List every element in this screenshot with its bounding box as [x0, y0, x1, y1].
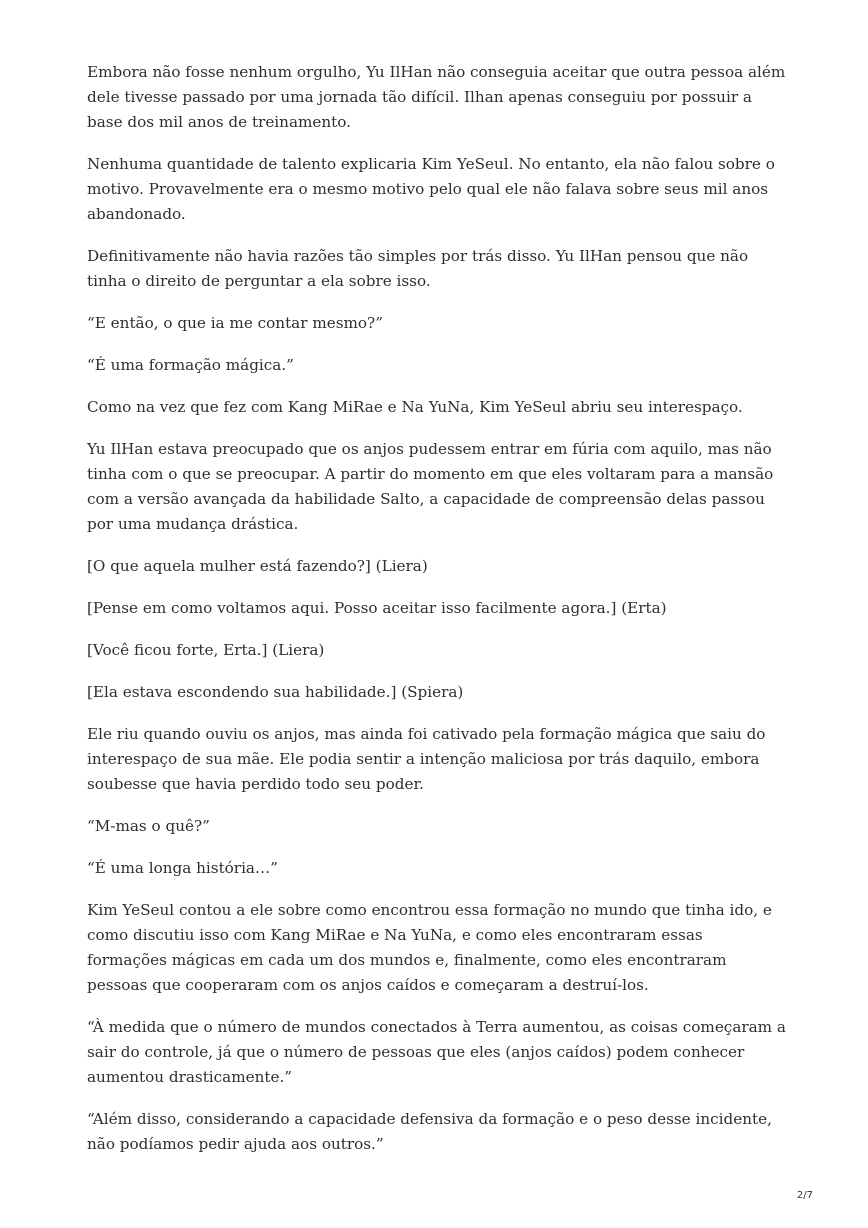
paragraph: Yu IlHan estava preocupado que os anjos pudessem entrar em fúria com aquilo, mas não tinha com o que se preocupar. A partir do momento em que eles voltaram para a mansão com a versão avançada da habilidade Salto, a capacidade de compreensão delas passou por uma mudança drástica. [87, 440, 774, 533]
system-message: [Você ficou forte, Erta.] (Liera) [87, 641, 325, 659]
dialogue-line: “Além disso, considerando a capacidade defensiva da formação e o peso desse incidente, não podíamos pedir ajuda aos outros.” [87, 1110, 772, 1153]
dialogue-line: “M-mas o quê?” [87, 817, 210, 835]
paragraph: Ele riu quando ouviu os anjos, mas ainda foi cativado pela formação mágica que saiu do interespaço de sua mãe. Ele podia sentir a intenção maliciosa por trás daquilo, embora soubesse que havia perdido todo seu poder. [87, 725, 766, 793]
paragraph: Embora não fosse nenhum orgulho, Yu IlHan não conseguia aceitar que outra pessoa além dele tivesse passado por uma jornada tão difícil. Ilhan apenas conseguiu por possuir a base dos mil anos de treinamento. [87, 63, 786, 131]
dialogue-line: “É uma longa história…” [87, 859, 278, 877]
dialogue-line: “À medida que o número de mundos conectados à Terra aumentou, as coisas começaram a sair do controle, já que o número de pessoas que eles (anjos caídos) podem conhecer aumentou drasticamente.” [87, 1018, 786, 1086]
dialogue-line: “É uma formação mágica.” [87, 356, 294, 374]
paragraph: Kim YeSeul contou a ele sobre como encontrou essa formação no mundo que tinha ido, e como discutiu isso com Kang MiRae e Na YuNa, e como eles encontraram essas formações mágicas em cada um dos mundos e, finalmente, como eles encontraram pessoas que cooperaram com os anjos caídos e começaram a destruí-los. [87, 901, 772, 994]
paragraph: Definitivamente não havia razões tão simples por trás disso. Yu IlHan pensou que não tinha o direito de perguntar a ela sobre isso. [87, 247, 749, 290]
system-message: [Ela estava escondendo sua habilidade.] (Spiera) [87, 683, 464, 701]
page-number: 2/7 [796, 1190, 813, 1201]
dialogue-line: “E então, o que ia me contar mesmo?” [87, 314, 383, 332]
system-message: [O que aquela mulher está fazendo?] (Liera) [87, 557, 428, 575]
paragraph: Como na vez que fez com Kang MiRae e Na YuNa, Kim YeSeul abriu seu interespaço. [87, 398, 743, 416]
system-message: [Pense em como voltamos aqui. Posso aceitar isso facilmente agora.] (Erta) [87, 599, 667, 617]
document-body [87, 60, 787, 1174]
paragraph: Nenhuma quantidade de talento explicaria Kim YeSeul. No entanto, ela não falou sobre o motivo. Provavelmente era o mesmo motivo pelo qual ele não falava sobre seus mil anos abandonado. [87, 155, 775, 223]
